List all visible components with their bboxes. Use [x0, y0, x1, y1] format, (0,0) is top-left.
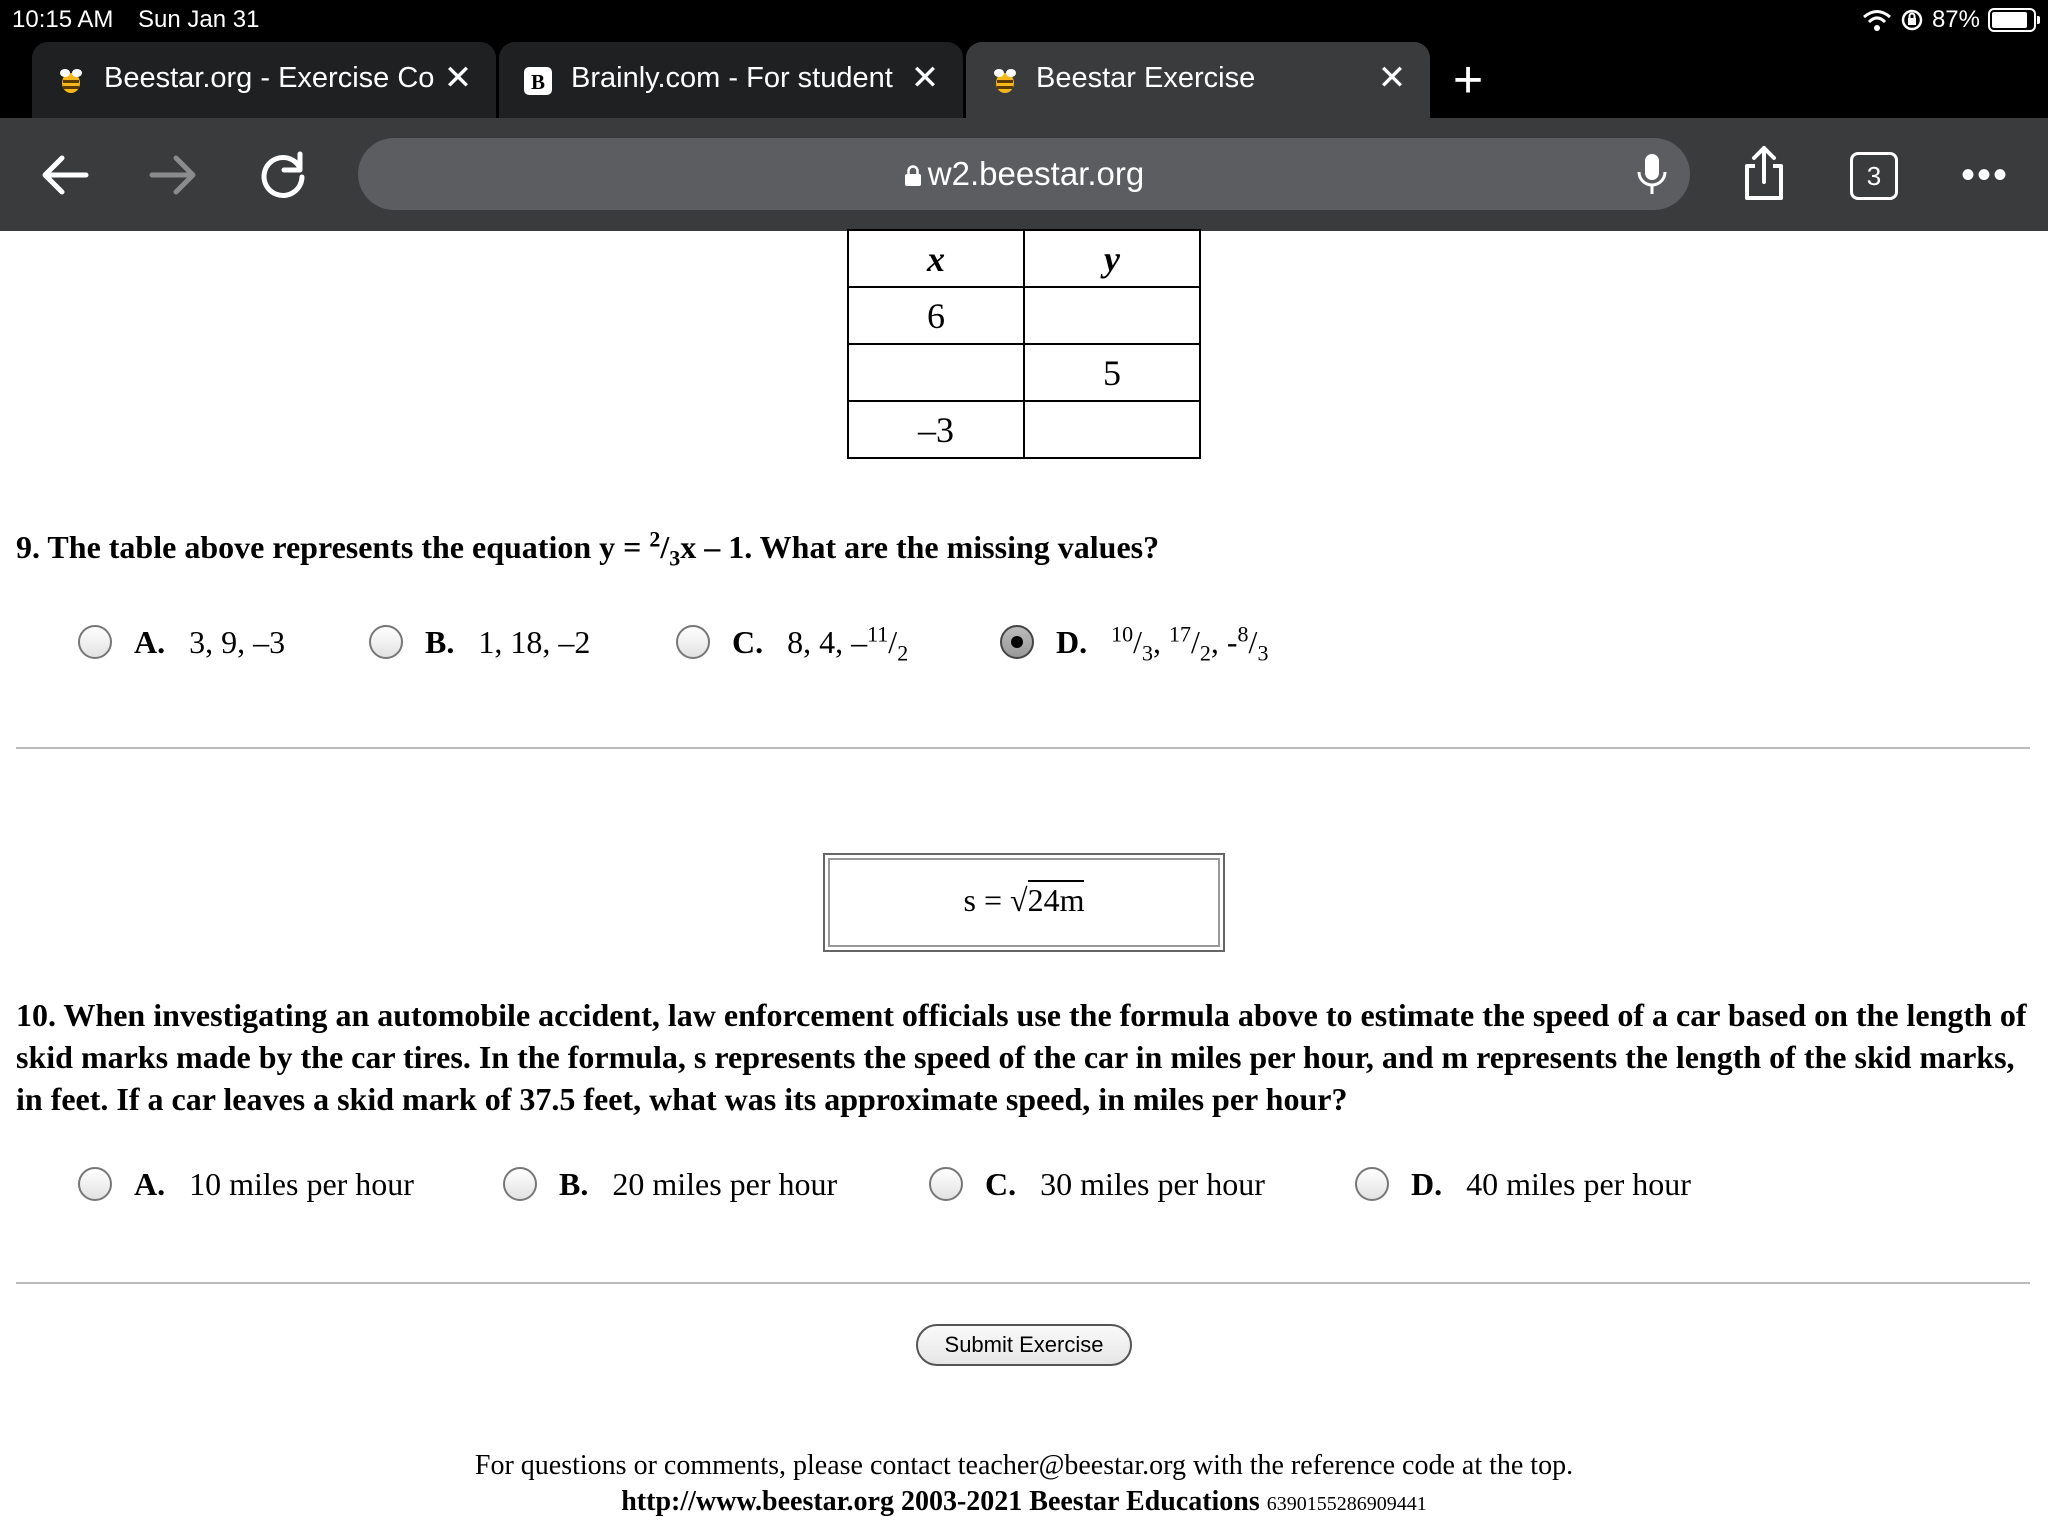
- choice-letter: D.: [1411, 1165, 1443, 1202]
- q10-choice-a[interactable]: [78, 1164, 414, 1204]
- tab-close-button[interactable]: ✕: [1377, 59, 1407, 97]
- choice-letter: C.: [985, 1165, 1017, 1202]
- q9-suffix: x – 1. What are the missing values?: [680, 529, 1160, 565]
- new-tab-button[interactable]: +: [1452, 51, 1484, 109]
- choice-letter: A.: [134, 1165, 166, 1202]
- radio-button[interactable]: [369, 625, 403, 659]
- q10-choice-c[interactable]: [929, 1164, 1265, 1204]
- radio-button-selected[interactable]: [1000, 625, 1034, 659]
- microphone-icon[interactable]: [1634, 152, 1670, 196]
- q9-choice-b[interactable]: [369, 622, 590, 662]
- table-cell: 5: [1024, 344, 1200, 401]
- url-display[interactable]: [358, 155, 1690, 193]
- tab-title: Beestar Exercise: [1036, 62, 1256, 94]
- url-text: w2.beestar.org: [927, 155, 1145, 192]
- table-header-row: [848, 230, 1200, 287]
- more-menu-button[interactable]: •••: [1960, 153, 2009, 197]
- table-cell: –3: [848, 401, 1024, 458]
- choice-text: $^{10}/_3$, $^{17}/_2$, $-^8/_3$: [1111, 620, 1269, 665]
- formula: [828, 858, 1220, 947]
- xy-value-table: [847, 229, 1201, 459]
- status-time: 10:15 AM: [12, 6, 114, 33]
- table-cell: 6: [848, 287, 1024, 344]
- reference-code: 6390155286909441: [1266, 1493, 1427, 1515]
- choice-text: 20 miles per hour: [612, 1165, 838, 1202]
- radio-button[interactable]: [503, 1167, 537, 1201]
- choice-letter: B.: [559, 1165, 589, 1202]
- question-10-text: 10. When investigating an automobile accident, law enforcement officials use the formula above to estimate the speed of a car based on the length of skid marks made by the car tires. In the formula, s represents the speed of the car in miles per hour, and m represents the length of the skid marks, in feet. If a car leaves a skid mark of 37.5 feet, what was its approximate speed, in miles per hour?: [16, 997, 2027, 1117]
- choice-text: 30 miles per hour: [1040, 1165, 1265, 1202]
- question-9-text: 9. The table above represents the equation $y = ^2/_3x - 1$. What are the missing values?: [16, 526, 1160, 571]
- choice-letter: C.: [732, 623, 764, 660]
- divider: [16, 747, 2030, 749]
- tab-switcher-button[interactable]: 3: [1850, 152, 1898, 200]
- radio-button[interactable]: [676, 625, 710, 659]
- choice-text: 3, 9, –3: [189, 623, 286, 660]
- footer-copyright: [0, 1486, 2048, 1518]
- q10-choice-b[interactable]: [503, 1164, 837, 1204]
- battery-level: [1992, 12, 2027, 28]
- orientation-lock-icon: [1900, 8, 1924, 32]
- table-cell: [1024, 287, 1200, 344]
- q9-choice-a[interactable]: [78, 622, 285, 662]
- browser-toolbar: [0, 118, 2048, 231]
- submit-exercise-button[interactable]: Submit Exercise: [916, 1324, 1132, 1366]
- choice-text: 1, 18, –2: [478, 623, 591, 660]
- share-icon[interactable]: [1735, 144, 1793, 202]
- radio-button[interactable]: [1355, 1167, 1389, 1201]
- formula-box: [823, 853, 1225, 952]
- q9-choice-d[interactable]: [1000, 620, 1269, 665]
- back-icon[interactable]: [36, 146, 94, 204]
- footer-contact: For questions or comments, please contact teacher@beestar.org with the reference code at the top.: [474, 1450, 1574, 1481]
- formula-radicand: 24m: [1027, 882, 1085, 918]
- choice-text: 10 miles per hour: [189, 1165, 414, 1202]
- table-cell: [1024, 401, 1200, 458]
- choice-text: 40 miles per hour: [1466, 1165, 1691, 1202]
- q9-prefix: 9. The table above represents the equation y =: [16, 529, 650, 565]
- status-indicators: [1862, 4, 2036, 36]
- formula-lhs: s = √: [963, 882, 1028, 918]
- tab-close-button[interactable]: ✕: [443, 59, 473, 97]
- lock-icon: [904, 165, 922, 187]
- svg-text:B: B: [530, 70, 546, 94]
- radio-button[interactable]: [929, 1167, 963, 1201]
- table-cell: [848, 344, 1024, 401]
- footer-link[interactable]: http://www.beestar.org 2003-2021 Beestar Educations: [621, 1486, 1260, 1517]
- table-row: [848, 287, 1200, 344]
- tab-beestar-exercise-co[interactable]: [32, 42, 496, 118]
- choice-letter: A.: [134, 623, 166, 660]
- table-header-x: x: [848, 230, 1024, 287]
- choice-letter: B.: [425, 623, 455, 660]
- tab-title: Beestar.org - Exercise Co: [104, 62, 434, 94]
- tab-beestar-exercise[interactable]: [966, 42, 1430, 118]
- q9-frac-den: 3: [669, 545, 681, 571]
- address-bar[interactable]: [358, 138, 1690, 210]
- battery-percent: 87%: [1931, 6, 1980, 33]
- tab-brainly[interactable]: [499, 42, 963, 118]
- choice-letter: D.: [1056, 623, 1088, 660]
- brainly-icon: [523, 66, 553, 96]
- reload-icon[interactable]: [254, 146, 312, 204]
- status-bar: [0, 0, 2048, 40]
- choice-text: 8, 4, $-^{11}/_2$: [787, 620, 909, 665]
- tab-close-button[interactable]: ✕: [910, 59, 940, 97]
- forward-icon[interactable]: [144, 146, 202, 204]
- radio-button[interactable]: [78, 1167, 112, 1201]
- tab-bar: [0, 40, 2048, 118]
- status-date: Sun Jan 31: [138, 6, 260, 33]
- radio-button[interactable]: [78, 625, 112, 659]
- battery-icon: [1988, 8, 2036, 32]
- q9-frac-num: 2: [649, 526, 661, 552]
- table-row: [848, 344, 1200, 401]
- divider: [16, 1282, 2030, 1284]
- bee-icon: [56, 66, 86, 96]
- table-header-y: y: [1024, 230, 1200, 287]
- q9-choice-c[interactable]: [676, 620, 909, 665]
- table-row: [848, 401, 1200, 458]
- q10-choice-d[interactable]: [1355, 1164, 1691, 1204]
- bee-icon: [990, 66, 1020, 96]
- tab-title: Brainly.com - For student: [571, 62, 893, 94]
- wifi-icon: [1862, 8, 1892, 32]
